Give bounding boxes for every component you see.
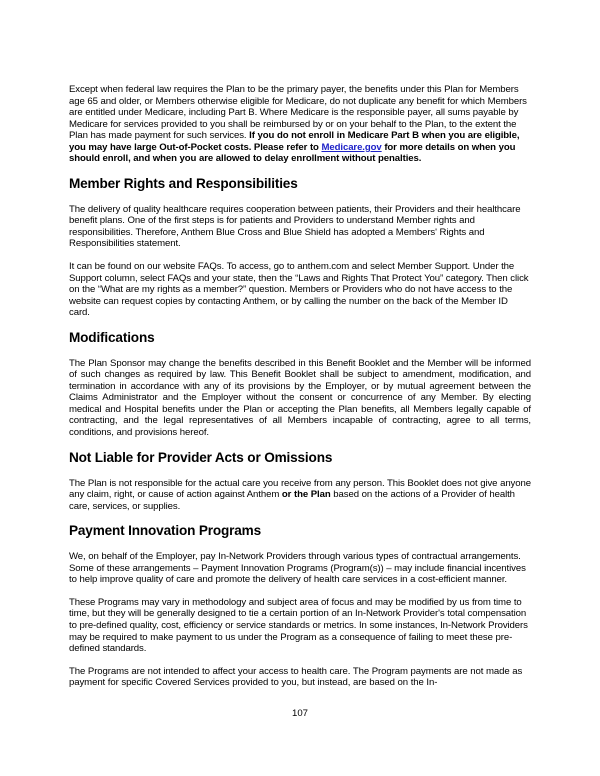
bold-text-run: If you do not enroll in Medicare Part B when you are eligible, you may have large Out-of-Pocket costs. Please refer to [69,130,520,153]
medicare-gov-link[interactable]: Medicare.gov [321,141,382,153]
text-run: The Plan Sponsor may change the benefits described in this Benefit Booklet and the Member will be informed of such changes as required by law. This Benefit Booklet shall be subject to amendment, modification, and termination in accordance with any of its provisions by the Employer, or by mutual agreement between the Claims Administrator and the Employer without the consent or concurrence of any Member. By electing medical and Hospital benefits under the Plan or accepting the Plan benefits, all Members legally capable of contracting, and the legal representatives of all Members incapable of contracting, agree to all terms, conditions, and provisions hereof. [69,357,531,439]
heading-payment-innovation-programs: Payment Innovation Programs [69,523,261,539]
paragraph-not-responsible-for-care [69,478,531,513]
text-run: The delivery of quality healthcare requires cooperation between patients, their Providers and their healthcare benefit plans. One of the first steps is for patients and Providers to understand Member rights and responsibilities. Therefore, Anthem Blue Cross and Blue Shield has adopted a Members' Rights and Responsibilities statement. [69,203,521,250]
paragraph-plan-sponsor-modifications [69,358,531,439]
paragraph-quality-healthcare-cooperation [69,204,531,250]
text-run: Except when federal law requires the Plan to be the primary payer, the benefits under this Plan for Members age 65 and older, or Members otherwise eligible for Medicare, do not duplicate any benefit for which Members are entitled under Medicare, including Part B. Where Medicare is the responsible payer, all sums payable by Medicare for services provided to you shall be reimbursed by or on your behalf to the Plan, to the extent the Plan has made payment for such services. [69,84,527,142]
heading-not-liable-for-provider-acts-or-omissions: Not Liable for Provider Acts or Omissions [69,449,333,465]
page-number: 107 [291,708,308,719]
paragraph-medicare-primary-payer [69,84,531,165]
text-run: The Programs are not intended to affect your access to health care. The Program payments are not made as payment for specific Covered Services provided to you, but instead, are based on the In- [69,665,523,689]
text-run: These Programs may vary in methodology and subject area of focus and may be modified by us from time to time, but they will be generally designed to tie a certain portion of an In-Network Provider's total compensation to pre-defined quality, cost, efficiency or service standards or metrics. In some instances, In-Network Providers may be required to make payment to us under the Program as a consequence of failing to meet these pre-defined standards. [69,596,528,655]
paragraph-programs-methodology-variation [69,597,531,655]
text-run: The Plan is not responsible for the actual care you receive from any person. This Booklet does not give anyone any claim, right, or cause of action against Anthem [69,477,531,501]
text-run: It can be found on our website FAQs. To access, go to anthem.com and select Member Support. Under the Support column, select FAQs and your state, then the “Laws and Rights That Protect You” category. Then click on the “What are my rights as a member?” question. Members or Providers who do not have access to the website can request copies by contacting Anthem, or by calling the number on the back of the Member ID card. [69,261,529,319]
text-run: We, on behalf of the Employer, pay In-Network Providers through various types of contractual arrangements. Some of these arrangements – Payment Innovation Programs (Program(s)) – may include financial incentives to help improve quality of care and promote the delivery of health care services in a cost-efficient manner. [69,551,526,586]
text-run: based on the actions of a Provider of health care, services, or supplies. [69,489,515,512]
heading-modifications: Modifications [69,329,155,345]
paragraph-programs-access-to-health-care [69,666,531,689]
bold-text-run: or the Plan [281,489,331,501]
bold-text-run: for more details on when you should enroll, and when you are allowed to delay enrollment without penalties. [69,141,516,165]
heading-member-rights-and-responsibilities: Member Rights and Responsibilities [69,175,298,191]
paragraph-website-faqs-access [69,261,531,319]
paragraph-contractual-arrangements [69,551,531,586]
document-body [69,84,531,700]
